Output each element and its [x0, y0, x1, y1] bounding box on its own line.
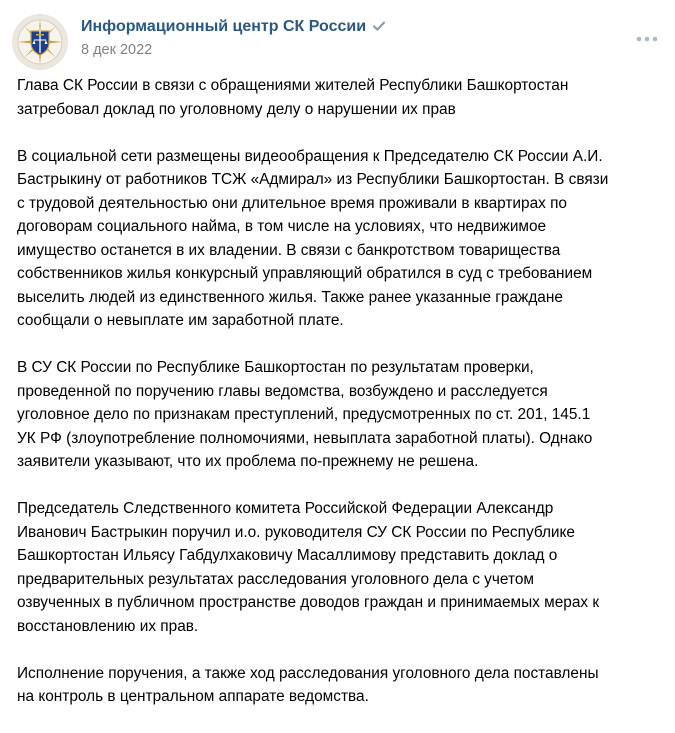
- post-header: [12, 14, 662, 70]
- investigative-committee-emblem-icon: [12, 14, 68, 70]
- author-name: Информационный центр СК России: [81, 18, 367, 35]
- more-options-button[interactable]: [634, 26, 660, 52]
- author-name-link[interactable]: [81, 18, 386, 36]
- verified-check-icon: [372, 19, 386, 33]
- post-paragraph: Председатель Следственного комитета Российской Федерации Александр Иванович Бастрыкин поручил и.о. руководителя СУ СК России по Республике Башкортостан Ильясу Габдулхаковичу Масаллимову представить доклад о предварительных результатах расследования уголовного дела с учетом озвученных в публичном пространстве доводов граждан и принимаемых мерах к восстановлению их прав.: [17, 500, 600, 635]
- more-dots-icon: [634, 26, 660, 52]
- post-text: [17, 74, 657, 709]
- post-paragraph-title: Глава СК России в связи с обращениями жителей Республики Башкортостан затребовал доклад по уголовному делу о нарушении их прав: [17, 77, 569, 118]
- post-paragraph: Исполнение поручения, а также ход расследования уголовного дела поставлены на контроль в центральном аппарате ведомства.: [17, 664, 599, 705]
- post-paragraph: В социальной сети размещены видеообращения к Председателю СК России А.И. Бастрыкину от работников ТСЖ «Адмирал» из Республики Башкортостан. В связи с трудовой деятельностью они длительное время проживали в квартирах по договорам социального найма, в том числе на условиях, что недвижимое имущество останется в их владении. В связи с банкротством товарищества собственников жилья конкурсный управляющий обратился в суд с требованием выселить людей из единственного жилья. Также ранее указанные граждане сообщали о невыплате им заработной плате.: [17, 147, 609, 329]
- author-avatar[interactable]: [12, 14, 68, 70]
- post-paragraph: В СУ СК России по Республике Башкортостан по результатам проверки, проведенной по поручению главы ведомства, возбуждено и расследуется уголовное дело по признакам преступлений, предусмотренных по ст. 201, 145.1 УК РФ (злоупотребление полномочиями, невыплата заработной платы). Однако заявители указывают, что их проблема по-прежнему не решена.: [17, 359, 593, 470]
- post-date-link[interactable]: 8 дек 2022: [81, 42, 153, 58]
